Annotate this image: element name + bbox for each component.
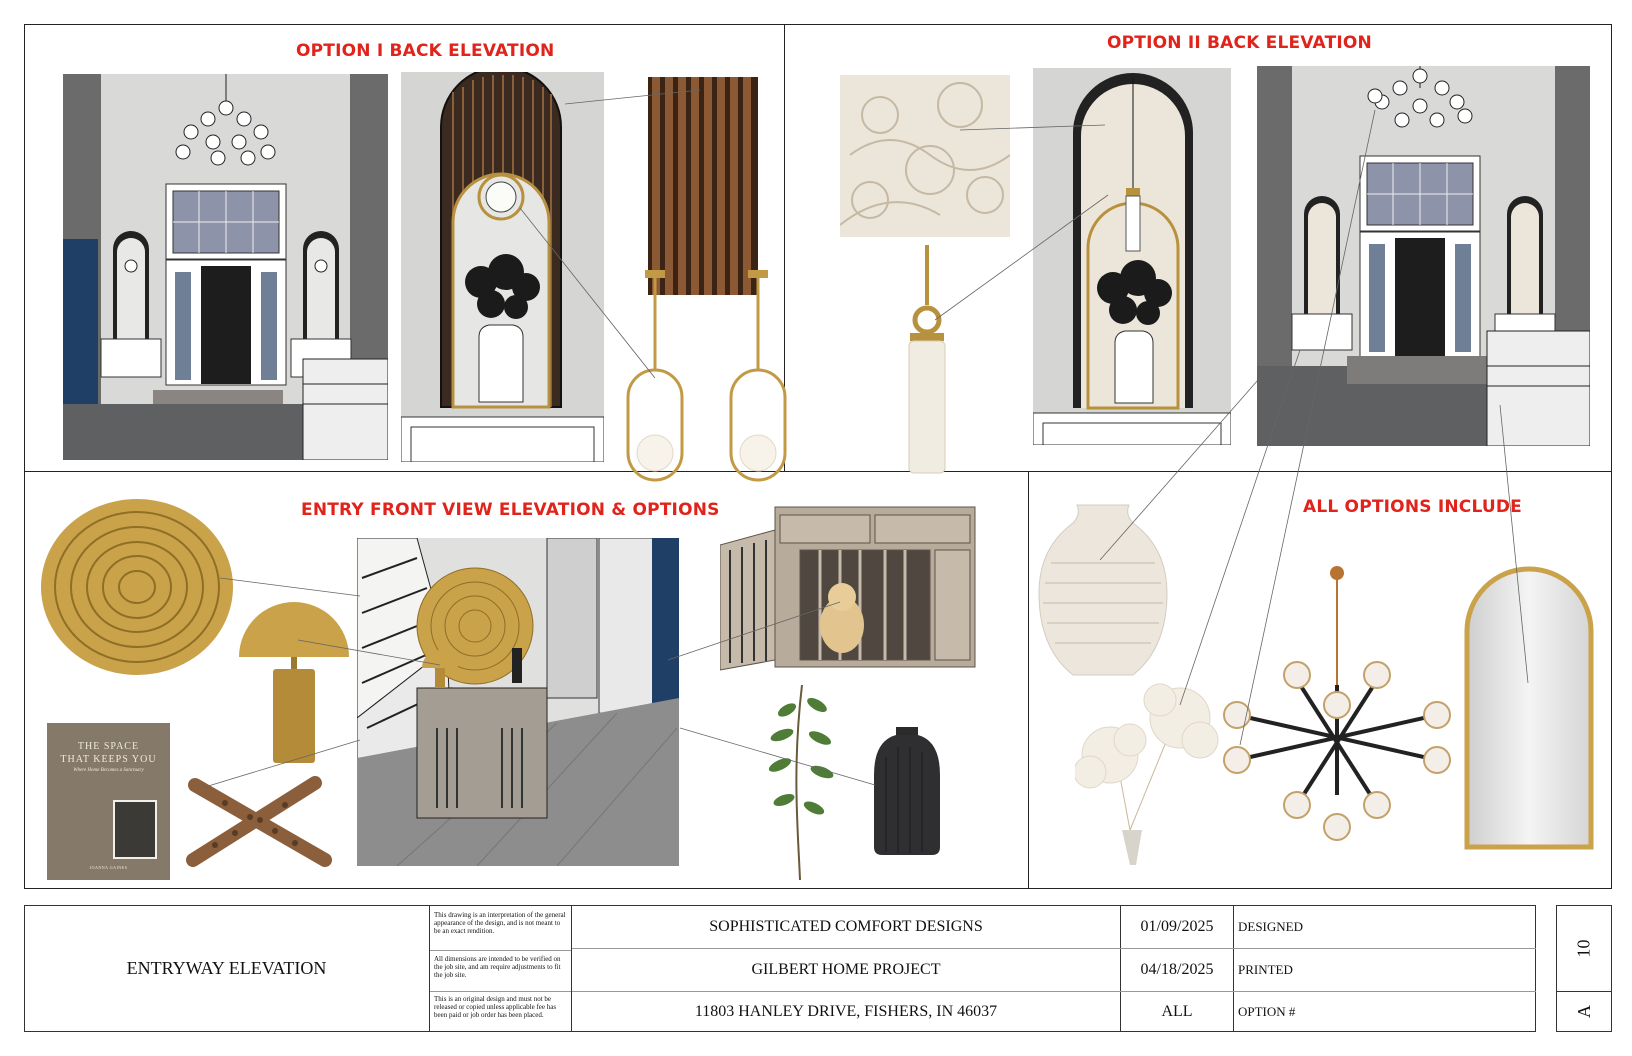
company-name: SOPHISTICATED COMFORT DESIGNS — [709, 917, 983, 935]
printed-date: 04/18/2025 — [1140, 960, 1214, 978]
printed-label: PRINTED — [1238, 961, 1293, 977]
designed-date: 01/09/2025 — [1140, 917, 1214, 935]
option1-heading: OPTION I BACK ELEVATION — [296, 41, 555, 61]
book-subtitle: Where Home Becomes a Sanctuary — [73, 768, 144, 773]
sheet-letter-text: A — [1573, 1005, 1594, 1018]
sheet-letter — [1556, 991, 1612, 1032]
dimensions-note: All dimensions are intended to be verified on the job site, and am require adjustments to fit the job site. — [434, 955, 561, 979]
all-options-heading: ALL OPTIONS INCLUDE — [1303, 497, 1522, 517]
book-author: JOANNA GAINES — [89, 865, 128, 870]
option-label: OPTION # — [1238, 1003, 1296, 1019]
disclaimer-note: This drawing is an interpretation of the general appearance of the design, and is not meant to be an exact rendition. — [434, 911, 566, 935]
option2-heading: OPTION II BACK ELEVATION — [1107, 33, 1372, 53]
project-address: 11803 HANLEY DRIVE, FISHERS, IN 46037 — [694, 1002, 998, 1020]
sheet-title: ENTRYWAY ELEVATION — [126, 958, 327, 978]
book-title-line2: THAT KEEPS YOU — [60, 754, 157, 765]
book-title-line1: THE SPACE — [77, 741, 140, 752]
sheet-number — [1556, 905, 1612, 991]
sheet-number-text: 10 — [1573, 939, 1594, 957]
option-value: ALL — [1161, 1002, 1193, 1020]
copyright-note: This is an original design and must not be released or copied unless applicable fee has been paid or job order has been placed. — [434, 995, 557, 1019]
entry-heading: ENTRY FRONT VIEW ELEVATION & OPTIONS — [301, 500, 720, 520]
project-name: GILBERT HOME PROJECT — [751, 960, 941, 978]
designed-label: DESIGNED — [1238, 918, 1303, 934]
